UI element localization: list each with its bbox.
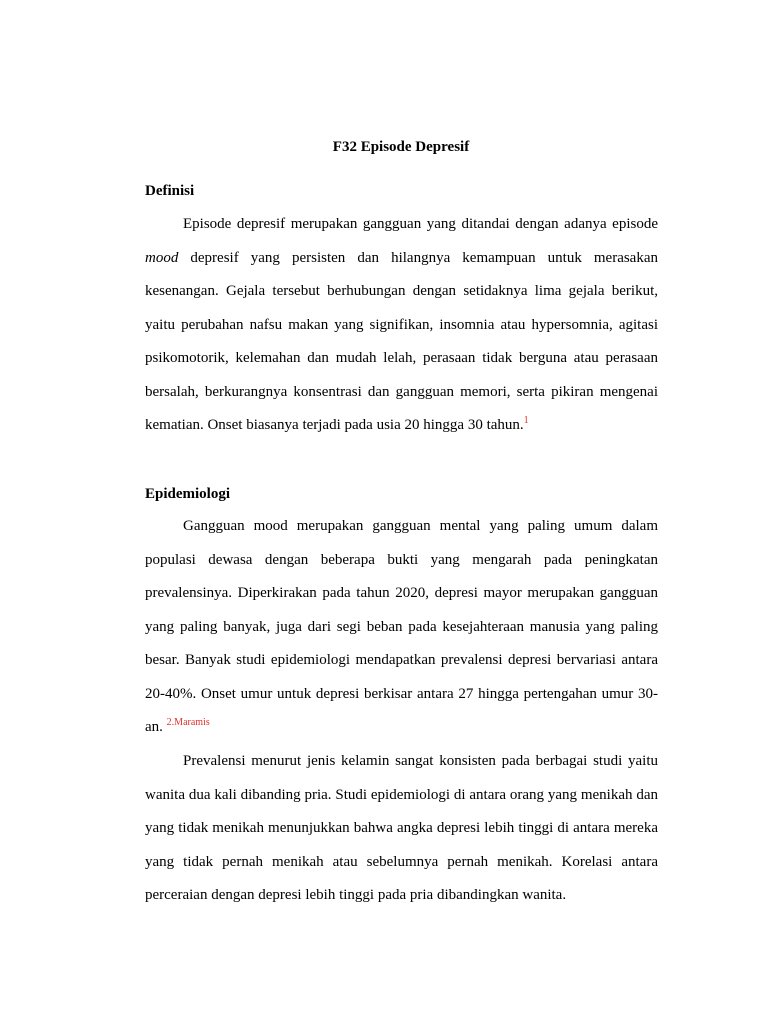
paragraph-text: Prevalensi menurut jenis kelamin sangat konsisten pada berbagai studi yaitu wanita dua kali dibanding pria. Studi epidemiologi di antara orang yang menikah dan yang tidak menikah menunjukkan bahwa angka depresi lebih tinggi di antara mereka yang tidak pernah menikah atau sebelumnya pernah menikah. Korelasi antara perceraian dengan depresi lebih tinggi pada pria dibandingkan wanita. [145, 753, 658, 903]
paragraph-text: Episode depresif merupakan gangguan yang ditandai dengan adanya episode [183, 216, 658, 232]
page-title: F32 Episode Depresif [332, 139, 470, 155]
paragraph-text: depresif yang persisten dan hilangnya kemampuan untuk merasakan kesenangan. Gejala tersebut berhubungan dengan setidaknya lima gejala berikut, yaitu perubahan nafsu makan yang signifikan, insomnia atau hypersomnia, agitasi psikomotorik, kelemahan dan mudah lelah, perasaan tidak berguna atau perasaan bersalah, berkurangnya konsentrasi dan gangguan memori, serta pikiran mengenai kematian. Onset biasanya terjadi pada usia 20 hingga 30 tahun. [145, 249, 658, 433]
reference-marker: 2.Maramis [166, 717, 210, 728]
paragraph-text: Gangguan mood merupakan gangguan mental yang paling umum dalam populasi dewasa dengan beberapa bukti yang mengarah pada peningkatan prevalensinya. Diperkirakan pada tahun 2020, depresi mayor merupakan gangguan yang paling banyak, juga dari segi beban pada kesejahteraan manusia yang paling besar. Banyak studi epidemiologi mendapatkan prevalensi depresi bervariasi antara 20-40%. Onset umur untuk depresi berkisar antara 27 hingga pertengahan umur 30-an. [145, 518, 658, 735]
section-heading-definisi: Definisi [145, 183, 195, 199]
paragraph-epidemiologi-2 [145, 745, 658, 913]
paragraph-definisi [145, 208, 658, 443]
reference-marker: 1 [523, 415, 529, 426]
italic-term: mood [145, 249, 179, 266]
section-heading-epidemiologi: Epidemiologi [145, 486, 231, 502]
paragraph-epidemiologi-1 [145, 510, 658, 745]
